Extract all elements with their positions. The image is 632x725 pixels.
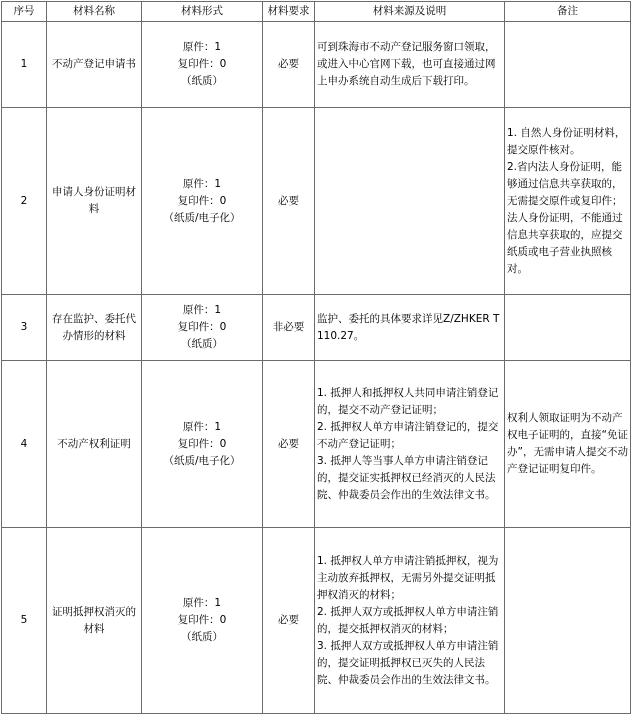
source-line: 2. 抵押权人单方申请注销登记的，提交不动产登记证明； bbox=[317, 420, 499, 450]
materials-table bbox=[1, 1, 631, 714]
table-row bbox=[2, 295, 631, 361]
source-line: 2. 抵押人双方或抵押权人单方申请注销的，提交抵押权消灭的材料； bbox=[317, 605, 499, 635]
row-source bbox=[315, 528, 505, 714]
header-req: 材料要求 bbox=[263, 2, 315, 22]
header-name: 材料名称 bbox=[47, 2, 142, 22]
note-line: 权利人领取证明为不动产权电子证明的，直接“免证办”，无需申请人提交不动产登记证明复印件。 bbox=[507, 412, 628, 475]
form-copy: 复印件：0 bbox=[177, 194, 227, 207]
header-source: 材料来源及说明 bbox=[315, 2, 505, 22]
row-no: 3 bbox=[2, 295, 47, 361]
row-no: 4 bbox=[2, 361, 47, 528]
row-name: 不动产登记申请书 bbox=[47, 22, 142, 108]
header-form: 材料形式 bbox=[142, 2, 263, 22]
row-name: 证明抵押权消灭的材料 bbox=[47, 528, 142, 714]
form-copy: 复印件：0 bbox=[177, 58, 227, 70]
form-copy: 复印件：0 bbox=[177, 321, 227, 333]
table-row bbox=[2, 108, 631, 295]
header-note: 备注 bbox=[505, 2, 631, 22]
form-original: 原件：1 bbox=[182, 597, 222, 609]
form-original: 原件：1 bbox=[182, 420, 222, 433]
row-no: 1 bbox=[2, 22, 47, 108]
row-source bbox=[315, 361, 505, 528]
row-form bbox=[142, 528, 263, 714]
form-medium: （纸质/电子化） bbox=[163, 454, 241, 467]
table-row bbox=[2, 528, 631, 714]
row-req: 非必要 bbox=[263, 295, 315, 361]
row-note bbox=[505, 528, 631, 714]
form-copy: 复印件：0 bbox=[177, 614, 227, 626]
row-form bbox=[142, 108, 263, 295]
row-name: 不动产权利证明 bbox=[47, 361, 142, 528]
note-line: 2.省内法人身份证明，能够通过信息共享获取的，无需提交原件或复印件；法人身份证明，不能通过信息共享获取的，应提交纸质或电子营业执照核对。 bbox=[507, 160, 623, 275]
row-form bbox=[142, 361, 263, 528]
form-copy: 复印件：0 bbox=[177, 437, 227, 450]
table-row bbox=[2, 22, 631, 108]
header-no: 序号 bbox=[2, 2, 47, 22]
source-line: 可到珠海市不动产登记服务窗口领取，或进入中心官网下载，也可直接通过网上申办系统自动生成后下载打印。 bbox=[317, 41, 496, 87]
row-no: 5 bbox=[2, 528, 47, 714]
row-name: 申请人身份证明材料 bbox=[47, 108, 142, 295]
row-no: 2 bbox=[2, 108, 47, 295]
row-note bbox=[505, 22, 631, 108]
source-line: 1. 抵押人和抵押权人共同申请注销登记的，提交不动产登记证明； bbox=[317, 386, 499, 416]
table-row bbox=[2, 361, 631, 528]
source-line: 1. 抵押权人单方申请注销抵押权，视为主动放弃抵押权，无需另外提交证明抵押权消灭的材料； bbox=[317, 554, 499, 601]
header-row bbox=[2, 2, 631, 22]
form-original: 原件：1 bbox=[182, 177, 222, 190]
form-medium: （纸质） bbox=[181, 631, 223, 643]
form-medium: （纸质） bbox=[181, 338, 223, 350]
row-note bbox=[505, 295, 631, 361]
row-req: 必要 bbox=[263, 528, 315, 714]
row-source bbox=[315, 108, 505, 295]
row-note bbox=[505, 108, 631, 295]
note-line: 1. 自然人身份证明材料，提交原件核对。 bbox=[507, 126, 626, 156]
row-source bbox=[315, 295, 505, 361]
row-form bbox=[142, 295, 263, 361]
form-medium: （纸质/电子化） bbox=[163, 211, 241, 224]
source-line: 监护、委托的具体要求详见Z/ZHKER T110.27。 bbox=[317, 312, 500, 342]
source-line: 3. 抵押人双方或抵押权人单方申请注销的，提交证明抵押权已灭失的人民法院、仲裁委员会作出的生效法律文书。 bbox=[317, 639, 499, 686]
row-req: 必要 bbox=[263, 22, 315, 108]
form-original: 原件：1 bbox=[182, 41, 222, 53]
row-note bbox=[505, 361, 631, 528]
row-req: 必要 bbox=[263, 361, 315, 528]
row-name: 存在监护、委托代办情形的材料 bbox=[47, 295, 142, 361]
source-line: 3. 抵押人等当事人单方申请注销登记的，提交证实抵押权已经消灭的人民法院、仲裁委员会作出的生效法律文书。 bbox=[317, 454, 496, 501]
row-req: 必要 bbox=[263, 108, 315, 295]
row-source bbox=[315, 22, 505, 108]
form-original: 原件：1 bbox=[182, 304, 222, 316]
row-form bbox=[142, 22, 263, 108]
form-medium: （纸质） bbox=[181, 75, 223, 87]
